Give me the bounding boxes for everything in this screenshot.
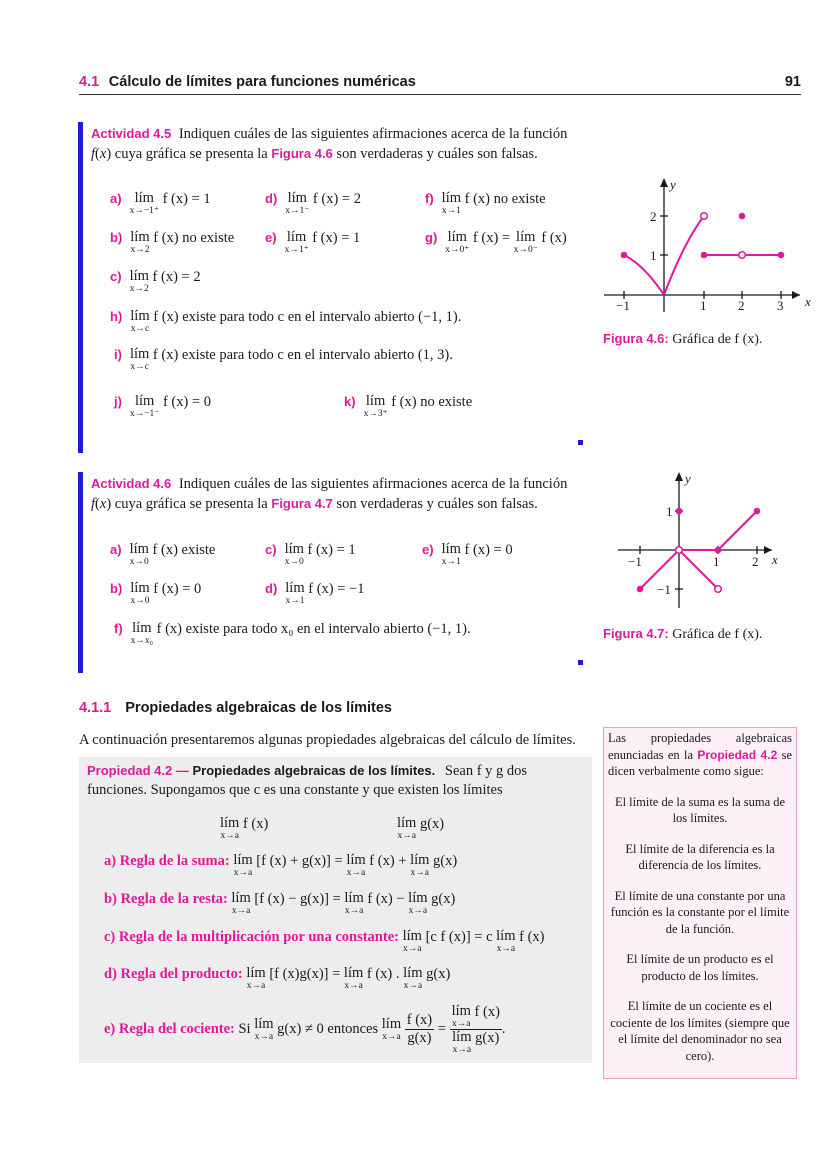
activity-4-6-line2: f(x) cuya gráfica se presenta la Figura 4.7 son verdaderas y cuáles son falsas.: [91, 496, 538, 512]
x-arrow: [764, 546, 772, 554]
xtick-label: −1: [628, 554, 642, 569]
margin-note-item: El límite de la diferencia es la diferencia de los límites.: [625, 841, 775, 872]
x-axis-label: x: [772, 552, 778, 567]
margin-note-item: El límite de un cociente es el cociente de los límites (siempre que el límite del denominador no sea cero).: [610, 999, 790, 1063]
y-axis-label: y: [670, 177, 676, 192]
point-closed: [754, 508, 761, 515]
intro-paragraph: A continuación presentaremos algunas propiedades algebraicas del cálculo de límites.: [79, 732, 576, 748]
activity-4-6-bar: [78, 472, 83, 673]
rule-sum: a) Regla de la suma: lím x→a [f (x) + g(x)] = lím x→a f (x) + lím x→a g(x): [104, 852, 458, 878]
y-arrow: [660, 178, 668, 187]
ytick-label: 1: [650, 248, 657, 263]
activity-4-5-bar: [78, 122, 83, 453]
margin-note-item: El límite de un producto es el producto de los límites.: [626, 952, 774, 983]
section-number: 4.1: [79, 74, 100, 90]
xtick-label: 2: [738, 298, 745, 313]
item-46-b: b) lím x→0 f (x) = 0: [110, 580, 202, 606]
rule-constant-multiple: c) Regla de la multiplicación por una constante: lím x→a [c f (x)] = c lím x→a f (x): [104, 928, 545, 954]
end-of-activity-marker: [578, 660, 583, 665]
x-arrow: [792, 291, 800, 299]
xtick-label: 1: [713, 554, 720, 569]
item-45-j: j) lím x→−1⁻ f (x) = 0: [114, 393, 211, 419]
point-open: [739, 252, 746, 259]
margin-note-item: El límite de una constante por una función es la constante por el límite de la función.: [610, 888, 790, 936]
rule-quotient: e) Regla del cociente: Si lím x→a g(x) ≠ 0 entonces lím x→a $\frac{f (x)}{g(x)}$ = lím x→a f (x) lím x→a g(x) .: [104, 1003, 506, 1055]
ytick-label: 1: [666, 504, 673, 519]
page-number: 91: [784, 74, 801, 90]
item-46-f: f) lím x→x₀ f (x) existe para todo x₀ en el intervalo abierto (−1, 1).: [114, 620, 471, 646]
ytick-label: −1: [657, 582, 671, 597]
end-of-activity-marker: [578, 440, 583, 445]
subsection-heading: 4.1.1 Propiedades algebraicas de los límites: [79, 700, 392, 716]
section-title: Cálculo de límites para funciones numéricas: [108, 74, 416, 90]
xtick-label: 1: [700, 298, 707, 313]
lim-f-expr: lím x→a f (x): [220, 815, 269, 841]
point-closed: [778, 252, 785, 259]
point-closed: [676, 508, 683, 515]
rule-difference: b) Regla de la resta: lím x→a [f (x) − g(x)] = lím x→a f (x) − lím x→a g(x): [104, 890, 456, 916]
x-axis-label: x: [805, 294, 811, 309]
activity-4-5-line1: Actividad 4.5 Indiquen cuáles de las siguientes afirmaciones acerca de la función: [91, 126, 568, 142]
margin-note: Las propiedades algebraicas enunciadas en la Propiedad 4.2 se dicen verbalmente como sigue: El límite de la suma es la suma de los límites. El límite de la diferencia es la diferencia de los límites. El límite de una constante por una función es la constante por el límite de la función. El límite de un producto es el producto de los límites. El límite de un cociente es el cociente de los límites (siempre que el límite del denominador no sea cero).: [603, 727, 797, 1079]
ytick-label: 2: [650, 209, 657, 224]
point-closed: [739, 213, 746, 220]
item-45-g: g) lím x→0⁺ f (x) = lím x→0⁻ f (x): [425, 229, 567, 255]
margin-note-item: El límite de la suma es la suma de los límites.: [614, 794, 786, 825]
point-closed: [637, 586, 644, 593]
item-45-i: i) lím x→c f (x) existe para todo c en el intervalo abierto (1, 3).: [114, 346, 453, 372]
xtick-label: 3: [777, 298, 784, 313]
point-closed: [701, 252, 708, 259]
item-46-d: d) lím x→1 f (x) = −1: [265, 580, 365, 606]
item-45-a: a) lím x→−1⁺ f (x) = 1: [110, 190, 211, 216]
item-45-b: b) lím x→2 f (x) no existe: [110, 229, 235, 255]
figure-4-6-graph: [600, 172, 810, 317]
segment-right: [718, 511, 757, 550]
point-closed: [621, 252, 628, 259]
curve-left: [624, 255, 664, 295]
xtick-label: −1: [616, 298, 630, 313]
running-header: [79, 74, 801, 95]
item-45-f: f) lím x→1 f (x) no existe: [425, 190, 546, 216]
item-45-h: h) lím x→c f (x) existe para todo c en el intervalo abierto (−1, 1).: [110, 308, 462, 334]
item-46-c: c) lím x→0 f (x) = 1: [265, 541, 356, 567]
point-open: [715, 586, 722, 593]
curve-middle: [664, 216, 704, 295]
item-46-a: a) lím x→0 f (x) existe: [110, 541, 216, 567]
point-closed: [715, 547, 722, 554]
rule-product: d) Regla del producto: lím x→a [f (x)g(x)] = lím x→a f (x) . lím x→a g(x): [104, 965, 451, 991]
activity-4-5-line2: f(x) cuya gráfica se presenta la Figura 4.6 son verdaderas y cuáles son falsas.: [91, 146, 538, 162]
property-text-line: funciones. Supongamos que c es una constante y que existen los límites: [87, 782, 503, 798]
item-45-d: d) lím x→1⁻ f (x) = 2: [265, 190, 361, 216]
item-45-c: c) lím x→2 f (x) = 2: [110, 268, 201, 294]
item-46-e: e) lím x→1 f (x) = 0: [422, 541, 513, 567]
item-45-k: k) lím x→3⁺ f (x) no existe: [344, 393, 473, 419]
figure-4-7-graph: [612, 468, 787, 613]
lim-g-expr: lím x→a g(x): [397, 815, 445, 841]
property-title-line: Propiedad 4.2 — Propiedades algebraicas de los límites. Sean f y g dos: [87, 763, 528, 779]
point-open: [676, 547, 683, 554]
activity-4-6-line1: Actividad 4.6 Indiquen cuáles de las siguientes afirmaciones acerca de la función: [91, 476, 568, 492]
point-open: [701, 213, 708, 220]
figure-4-6-caption: Figura 4.6: Gráfica de f (x).: [603, 331, 763, 347]
xtick-label: 2: [752, 554, 759, 569]
item-45-e: e) lím x→1⁺ f (x) = 1: [265, 229, 361, 255]
y-arrow: [675, 472, 683, 481]
y-axis-label: y: [685, 471, 691, 486]
figure-4-7-caption: Figura 4.7: Gráfica de f (x).: [603, 626, 763, 642]
